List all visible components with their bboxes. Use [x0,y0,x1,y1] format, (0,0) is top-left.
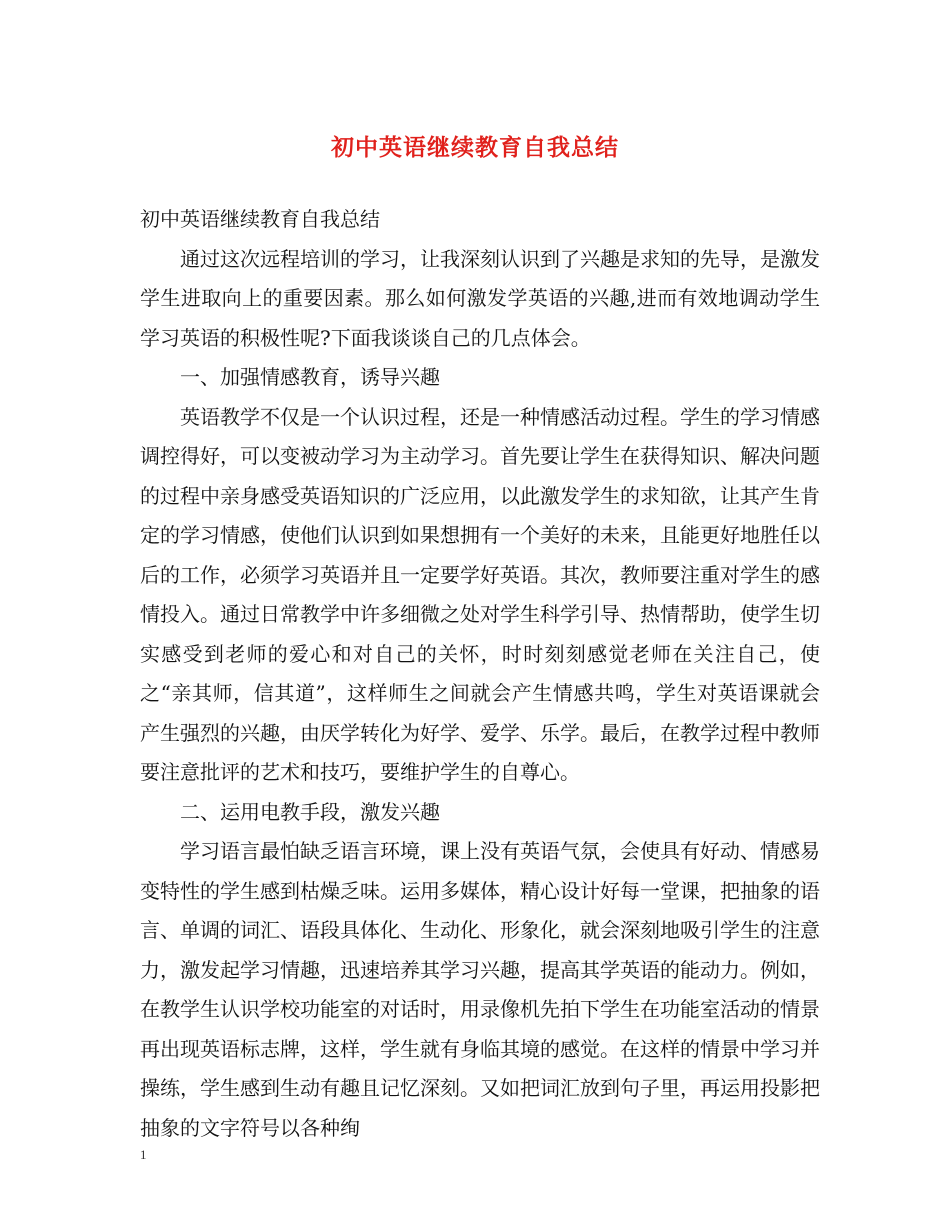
page-number: 1 [140,1147,147,1162]
paragraph-section-2: 学习语言最怕缺乏语言环境，课上没有英语气氛，会使具有好动、情感易变特性的学生感到枯燥乏味。运用多媒体，精心设计好每一堂课，把抽象的语言、单调的词汇、语段具体化、生动化、形象化，就会深刻地吸引学生的注意力，激发起学习情趣，迅速培养其学习兴趣，提高其学英语的能动力。例如，在教学生认识学校功能室的对话时，用录像机先拍下学生在功能室活动的情景再出现英语标志牌，这样，学生就有身临其境的感觉。在这样的情景中学习并操练，学生感到生动有趣且记忆深刻。又如把词汇放到句子里，再运用投影把抽象的文字符号以各种绚 [140,839,820,1140]
document-subtitle: 初中英语继续教育自我总结 [140,207,380,231]
section-heading-2: 二、运用电教手段，激发兴趣 [180,799,440,824]
document-body [140,200,820,1148]
paragraph-section-1: 英语教学不仅是一个认识过程，还是一种情感活动过程。学生的学习情感调控得好，可以变被动学习为主动学习。首先要让学生在获得知识、解决问题的过程中亲身感受英语知识的广泛应用，以此激发学生的求知欲，让其产生肯定的学习情感，使他们认识到如果想拥有一个美好的未来，且能更好地胜任以后的工作，必须学习英语并且一定要学好英语。其次，教师要注重对学生的感情投入。通过日常教学中许多细微之处对学生科学引导、热情帮助，使学生切实感受到老师的爱心和对自己的关怀，时时刻刻感觉老师在关注自己，使之“亲其师，信其道”，这样师生之间就会产生情感共鸣，学生对英语课就会产生强烈的兴趣，由厌学转化为好学、爱学、乐学。最后，在教学过程中教师要注意批评的艺术和技巧，要维护学生的自尊心。 [140,404,820,784]
paragraph-intro: 通过这次远程培训的学习，让我深刻认识到了兴趣是求知的先导，是激发学生进取向上的重要因素。那么如何激发学英语的兴趣,进而有效地调动学生学习英语的积极性呢?下面我谈谈自己的几点体会。 [140,246,820,350]
section-heading-1: 一、加强情感教育，诱导兴趣 [180,365,440,389]
document-title: 初中英语继续教育自我总结 [331,134,619,161]
